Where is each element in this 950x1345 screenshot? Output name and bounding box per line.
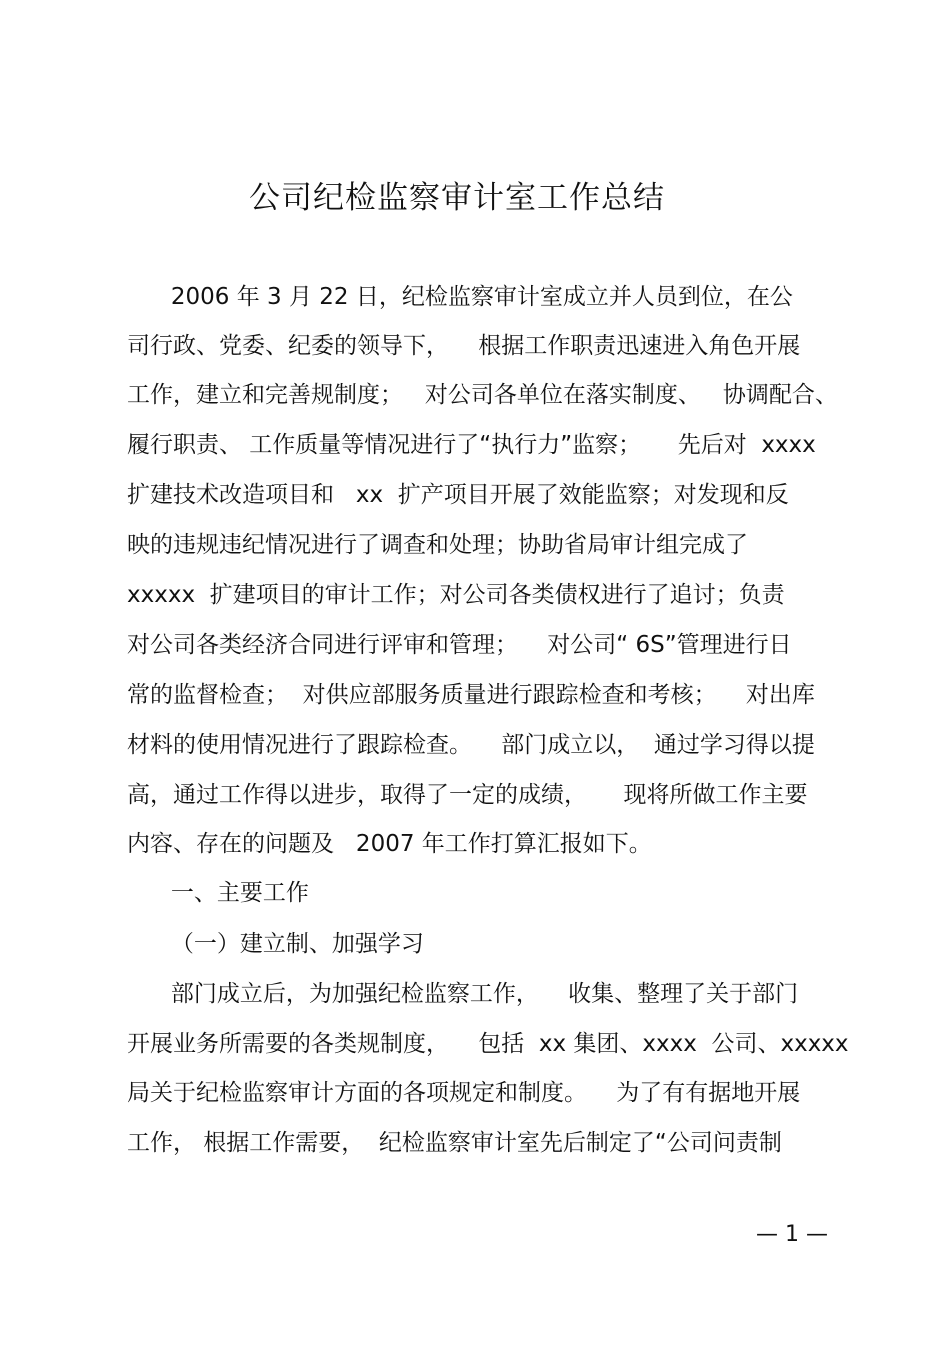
body-line: 开展业务所需要的各类规制度， 包括 xx 集团、xxxx 公司、xxxxx (127, 1031, 849, 1057)
body-line: 工作，建立和完善规制度； 对公司各单位在落实制度、 协调配合、 (127, 382, 838, 408)
body-line: 对公司各类经济合同进行评审和管理； 对公司“ 6S”管理进行日 (127, 632, 792, 658)
body-line: 工作， 根据工作需要， 纪检监察审计室先后制定了“公司问责制 (127, 1130, 782, 1156)
body-line: 2006 年 3 月 22 日，纪检监察审计室成立并人员到位，在公 (127, 284, 793, 310)
body-line: 高，通过工作得以进步，取得了一定的成绩， 现将所做工作主要 (127, 782, 808, 808)
page-number: — 1 — (756, 1222, 828, 1247)
body-line: 司行政、党委、纪委的领导下， 根据工作职责迅速进入角色开展 (127, 333, 801, 359)
document-title: 公司纪检监察审计室工作总结 (249, 180, 665, 216)
body-line: 局关于纪检监察审计方面的各项规定和制度。 为了有有据地开展 (127, 1080, 801, 1106)
body-line: xxxxx 扩建项目的审计工作；对公司各类债权进行了追讨；负责 (127, 582, 785, 608)
body-line: 扩建技术改造项目和 xx 扩产项目开展了效能监察；对发现和反 (127, 482, 789, 508)
body-line: 履行职责、 工作质量等情况进行了“执行力”监察； 先后对 xxxx (127, 432, 816, 458)
subsection-heading: （一）建立制、加强学习 (127, 931, 424, 957)
body-line: 内容、存在的问题及 2007 年工作打算汇报如下。 (127, 831, 652, 857)
body-line: 部门成立后，为加强纪检监察工作， 收集、整理了关于部门 (127, 981, 799, 1007)
body-line: 材料的使用情况进行了跟踪检查。 部门成立以， 通过学习得以提 (127, 732, 815, 758)
body-line: 映的违规违纪情况进行了调查和处理；协助省局审计组完成了 (127, 532, 748, 558)
body-line: 常的监督检查； 对供应部服务质量进行跟踪检查和考核； 对出库 (127, 682, 815, 708)
section-heading: 一、主要工作 (127, 880, 309, 906)
